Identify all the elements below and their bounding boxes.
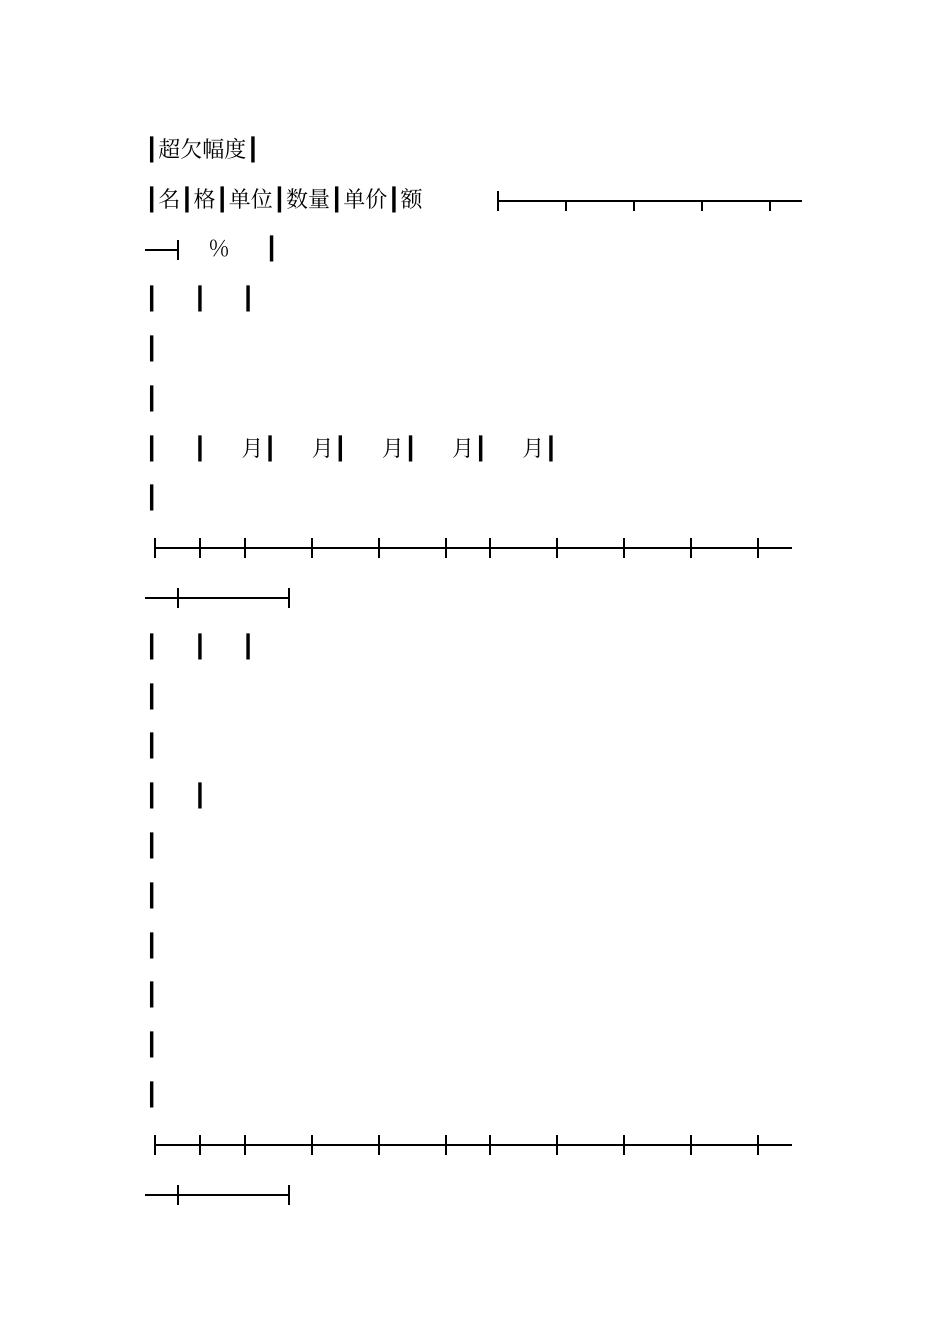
table-row: ┃ (145, 734, 159, 759)
table-row: ┃ (145, 685, 159, 710)
separator-rule (145, 538, 792, 608)
header-rule (145, 191, 802, 260)
separator-rule (145, 1135, 792, 1205)
table-row: ┃ (145, 834, 159, 859)
header-row-columns: ┃名┃格┃单位┃数量┃单价┃额 (145, 188, 423, 213)
table-row: ┃ (145, 884, 159, 909)
table-row: ┃ ┃ (145, 784, 207, 809)
table-row: ┃ (145, 1033, 159, 1058)
table-row: ┃ (145, 934, 159, 959)
table-row: ┃ (145, 337, 159, 362)
header-row-percent: ％ ┃ (145, 237, 279, 262)
table-row: ┃ (145, 387, 159, 412)
table-row: ┃ ┃ ┃ (145, 635, 255, 660)
month-row: ┃ ┃ 月┃ 月┃ 月┃ 月┃ 月┃ (145, 437, 558, 462)
table-row: ┃ (145, 983, 159, 1008)
table-row: ┃ ┃ ┃ (145, 287, 255, 312)
table-row: ┃ (145, 1083, 159, 1108)
table-row: ┃ (145, 486, 159, 511)
header-row-over-under-range: ┃超欠幅度┃ (145, 138, 260, 163)
